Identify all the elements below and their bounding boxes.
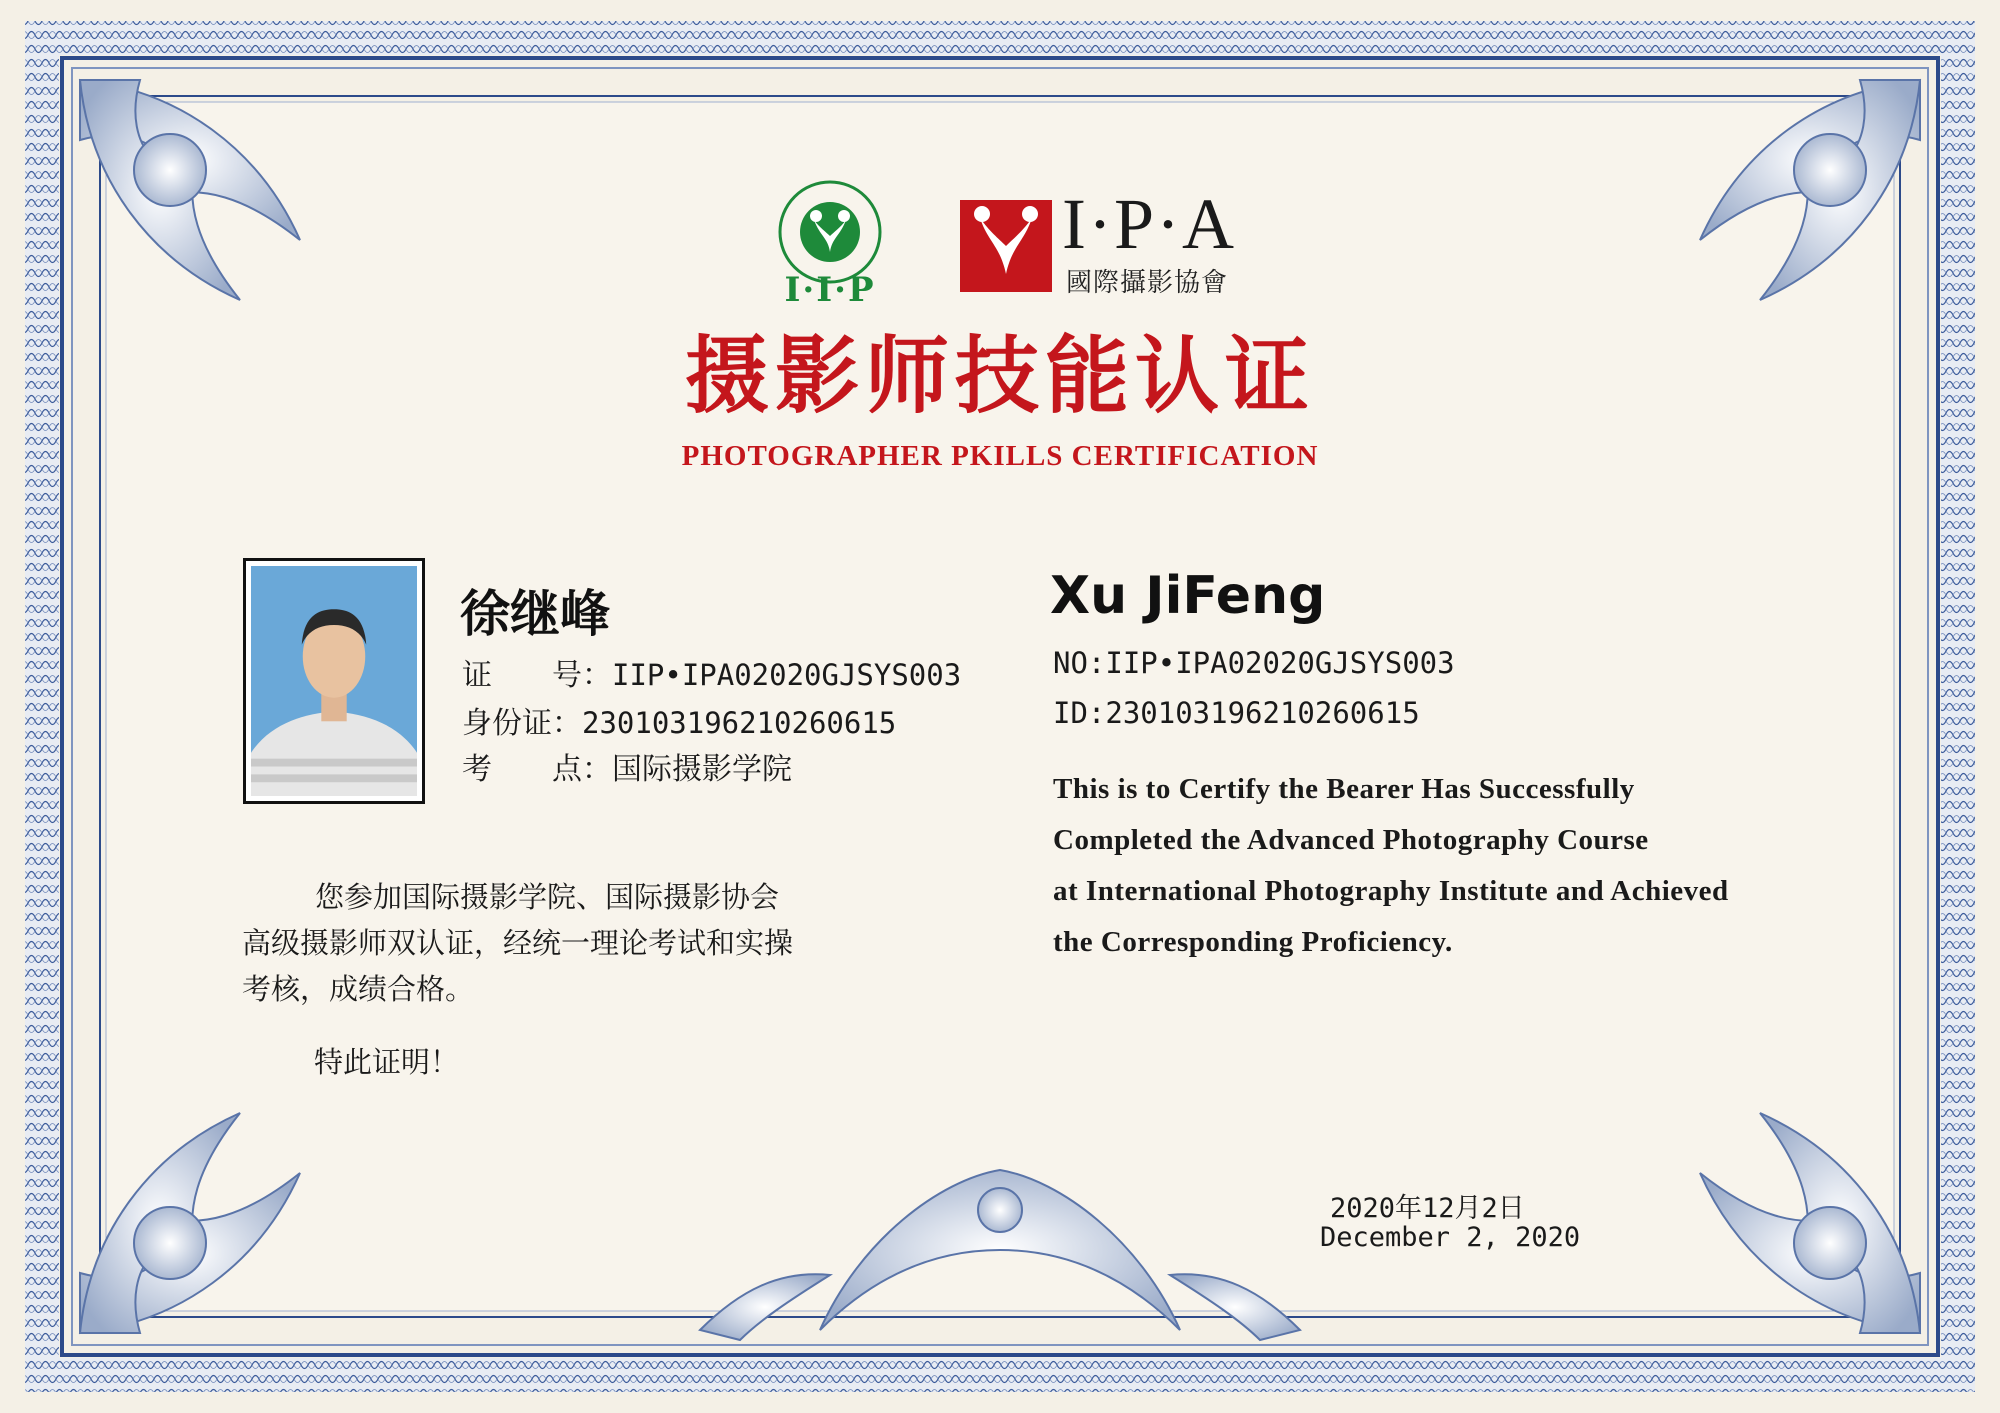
closing-cn: 特此证明！ — [314, 1045, 460, 1079]
id-number-row — [462, 698, 896, 742]
body-text-en — [1053, 764, 1873, 968]
body-en-line-3: at International Photography Institute and Achieved — [1053, 875, 1729, 907]
ipa-subtitle: 國際攝影協會 — [1066, 268, 1229, 298]
cert-number-label: 证 号： — [462, 658, 612, 693]
cert-number-row — [462, 650, 961, 694]
body-cn-line-1: 您参加国际摄影学院、国际摄影协会 — [315, 880, 780, 914]
body-en-line-2: Completed the Advanced Photography Course — [1053, 824, 1649, 856]
issue-date-cn: 2020年12月2日 — [1330, 1193, 1525, 1224]
ipa-logo-mark — [960, 200, 1052, 292]
body-en-line-1: This is to Certify the Bearer Has Successfully — [1053, 773, 1635, 805]
body-cn-line-2: 高级摄影师双认证，经统一理论考试和实操 — [242, 926, 794, 960]
id-number-label: 身份证： — [462, 706, 582, 741]
ipa-letters: I·P·A — [1062, 184, 1236, 264]
holder-name-en: Xu JiFeng — [1050, 566, 1326, 626]
exam-site-value: 国际摄影学院 — [612, 752, 792, 787]
title-english: PHOTOGRAPHER PKILLS CERTIFICATION — [681, 440, 1319, 472]
cert-number-en: NO:IIP•IPA02020GJSYS003 — [1053, 646, 1455, 680]
body-text-cn — [242, 874, 942, 1012]
id-number-en: ID:230103196210260615 — [1053, 696, 1420, 730]
exam-site-row — [462, 744, 792, 788]
issue-date-en: December 2, 2020 — [1320, 1222, 1581, 1253]
holder-name-cn: 徐继峰 — [460, 585, 610, 643]
portrait-image — [251, 566, 417, 796]
exam-site-label: 考 点： — [462, 752, 612, 787]
title-chinese: 摄影师技能认证 — [684, 327, 1315, 425]
body-cn-line-3: 考核，成绩合格。 — [242, 972, 475, 1006]
cert-number-value: IIP•IPA02020GJSYS003 — [612, 658, 962, 692]
body-en-line-4: the Corresponding Proficiency. — [1053, 926, 1453, 958]
iip-letters: I·I·P — [784, 270, 876, 310]
id-number-value: 230103196210260615 — [582, 706, 897, 740]
holder-photo — [243, 558, 425, 804]
